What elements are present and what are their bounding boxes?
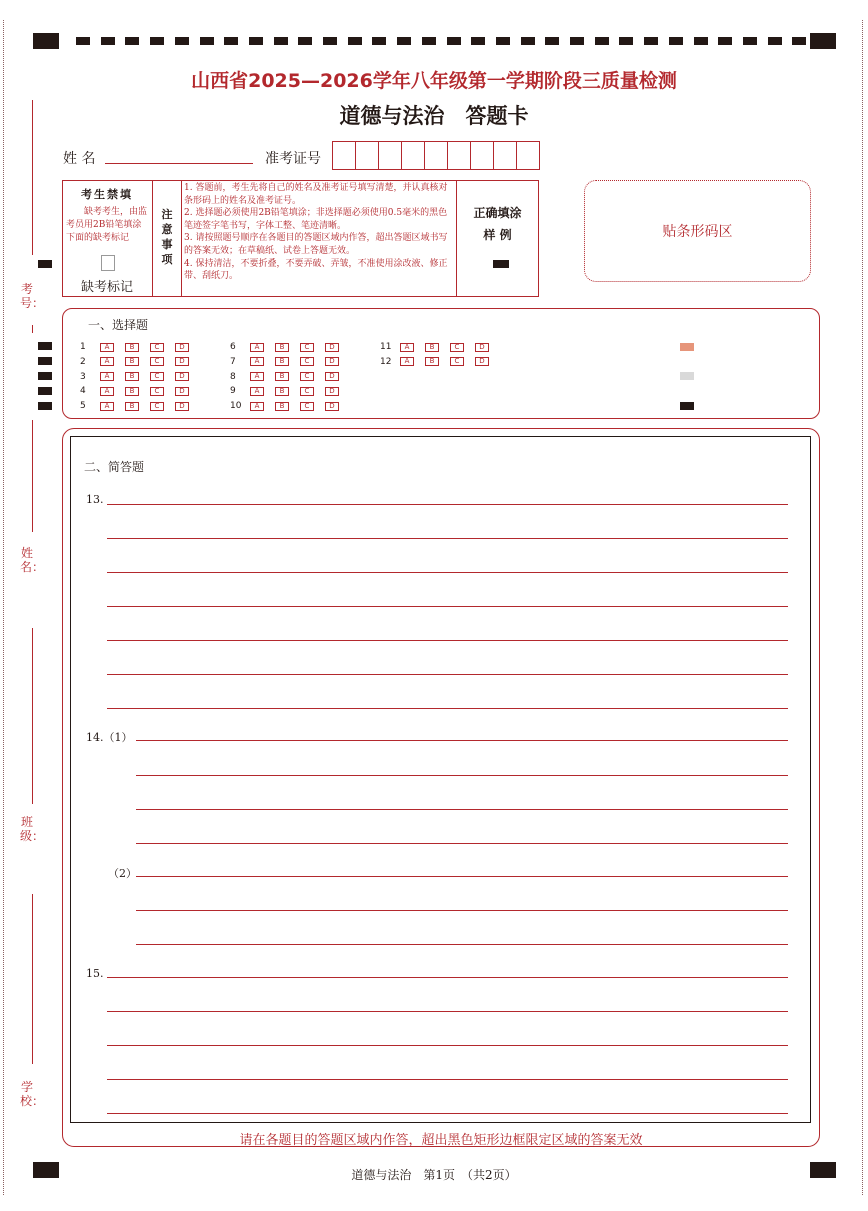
side-mark — [38, 372, 52, 380]
choice-question-9 — [230, 385, 350, 397]
option-bubble-a[interactable]: A — [250, 357, 264, 366]
choice-question-number: 12 — [380, 356, 392, 367]
answer-line[interactable] — [107, 606, 788, 607]
option-bubble-c[interactable]: C — [150, 357, 164, 366]
side-mark — [38, 402, 52, 410]
exam-id-boxes[interactable] — [332, 141, 540, 170]
choice-question-6 — [230, 341, 350, 353]
choice-question-10 — [230, 400, 350, 412]
question-13-label: 13. — [86, 493, 104, 506]
timing-mark — [447, 37, 461, 45]
option-bubble-a[interactable]: A — [250, 372, 264, 381]
choice-question-4 — [80, 385, 200, 397]
timing-mark — [669, 37, 683, 45]
option-bubble-b[interactable]: B — [275, 402, 289, 411]
option-bubble-d[interactable]: D — [175, 372, 189, 381]
sample-filled-mark — [493, 260, 509, 268]
choice-question-8 — [230, 371, 350, 383]
option-bubble-b[interactable]: B — [125, 387, 139, 396]
option-bubble-a[interactable]: A — [100, 343, 114, 352]
option-bubble-b[interactable]: B — [275, 387, 289, 396]
option-bubble-d[interactable]: D — [175, 343, 189, 352]
choice-question-11 — [380, 341, 500, 353]
answer-line[interactable] — [107, 708, 788, 709]
answer-line[interactable] — [136, 740, 788, 741]
option-bubble-a[interactable]: A — [100, 372, 114, 381]
answer-line[interactable] — [107, 1045, 788, 1046]
choice-question-number: 8 — [230, 371, 236, 382]
choice-question-number: 11 — [380, 342, 392, 352]
absent-box-title: 考生禁填 — [81, 188, 133, 201]
side-line — [32, 628, 33, 804]
notice-heading: 注意事项 — [161, 208, 173, 266]
timing-mark — [619, 37, 633, 45]
option-bubble-c[interactable]: C — [300, 402, 314, 411]
info-divider — [152, 180, 153, 297]
exam-id-digit-box[interactable] — [516, 141, 540, 170]
option-bubble-d[interactable]: D — [175, 357, 189, 366]
answer-line[interactable] — [107, 977, 788, 978]
name-field[interactable] — [105, 163, 253, 164]
footer-page: 道德与法治 第1页 （共2页） — [351, 1168, 517, 1182]
option-bubble-c[interactable]: C — [150, 402, 164, 411]
option-bubble-b[interactable]: B — [125, 343, 139, 352]
exam-id-digit-box[interactable] — [447, 141, 471, 170]
option-bubble-c[interactable]: C — [300, 343, 314, 352]
answer-line[interactable] — [136, 876, 788, 877]
question-15-label: 15. — [86, 967, 104, 980]
timing-mark — [224, 37, 238, 45]
option-bubble-d[interactable]: D — [325, 372, 339, 381]
side-line — [32, 100, 33, 255]
choice-question-12 — [380, 356, 500, 368]
absent-mark-label: 缺考标记 — [80, 280, 133, 295]
sample-mark-orange — [680, 343, 694, 351]
option-bubble-c[interactable]: C — [150, 387, 164, 396]
timing-mark — [274, 37, 288, 45]
timing-mark — [718, 37, 732, 45]
option-bubble-b[interactable]: B — [275, 372, 289, 381]
name-label: 姓 名 — [63, 151, 96, 167]
timing-mark — [249, 37, 263, 45]
top-timing-track — [76, 37, 796, 45]
timing-mark — [298, 37, 312, 45]
side-line — [32, 325, 33, 333]
notice-item-3: 3. 请按照题号顺序在各题目的答题区域内作答，超出答题区域书写的答案无效；在草稿纸、试卷上答题无效。 — [184, 233, 448, 256]
right-cut-line — [862, 20, 863, 1195]
answer-line[interactable] — [107, 640, 788, 641]
choice-question-7 — [230, 356, 350, 368]
corner-mark-top-left — [33, 33, 59, 49]
info-divider — [181, 180, 182, 297]
answer-line[interactable] — [107, 572, 788, 573]
option-bubble-d[interactable]: D — [175, 402, 189, 411]
timing-mark — [348, 37, 362, 45]
side-mark — [38, 357, 52, 365]
answer-frame — [70, 436, 811, 1123]
timing-mark — [175, 37, 189, 45]
answer-line[interactable] — [107, 504, 788, 505]
side-label-school: 学校： — [20, 1080, 45, 1108]
option-bubble-a[interactable]: A — [250, 387, 264, 396]
choice-question-number: 3 — [80, 371, 86, 382]
choice-question-number: 4 — [80, 386, 86, 397]
side-label-name: 姓名： — [20, 546, 45, 574]
question-14-2-label: （2） — [108, 867, 137, 880]
notice-item-2: 2. 选择题必须使用2B铅笔填涂；非选择题必须使用0.5毫米的黑色笔迹签字笔书写，字体工整、笔迹清晰。 — [184, 208, 448, 231]
answer-line[interactable] — [107, 1113, 788, 1114]
timing-mark — [471, 37, 485, 45]
sample-label-2: 样 例 — [483, 228, 512, 242]
option-bubble-d[interactable]: D — [475, 357, 489, 366]
exam-id-digit-box[interactable] — [401, 141, 425, 170]
option-bubble-d[interactable]: D — [325, 387, 339, 396]
question-14-1-label: 14.（1） — [86, 731, 133, 744]
sample-mark-gray — [680, 372, 694, 380]
timing-mark — [323, 37, 337, 45]
exam-id-digit-box[interactable] — [355, 141, 379, 170]
timing-mark — [200, 37, 214, 45]
timing-mark — [76, 37, 90, 45]
corner-mark-top-right — [810, 33, 836, 49]
timing-mark — [372, 37, 386, 45]
option-bubble-d[interactable]: D — [325, 402, 339, 411]
timing-mark — [150, 37, 164, 45]
timing-mark — [101, 37, 115, 45]
option-bubble-b[interactable]: B — [125, 402, 139, 411]
option-bubble-c[interactable]: C — [300, 387, 314, 396]
answer-line[interactable] — [136, 910, 788, 911]
side-line — [32, 894, 33, 1064]
timing-mark — [397, 37, 411, 45]
choice-question-number: 6 — [230, 342, 236, 352]
answer-line[interactable] — [136, 775, 788, 776]
side-mark — [38, 387, 52, 395]
barcode-label: 贴条形码区 — [662, 224, 733, 240]
section-choice-title: 一、选择题 — [88, 318, 149, 332]
option-bubble-b[interactable]: B — [125, 372, 139, 381]
timing-mark — [792, 37, 806, 45]
choice-question-number: 1 — [80, 342, 86, 352]
choice-question-5 — [80, 400, 200, 412]
exam-title: 山西省2025—2026学年八年级第一学期阶段三质量检测 — [191, 70, 677, 92]
side-label-class: 班级： — [20, 815, 45, 843]
side-line — [32, 420, 33, 532]
option-bubble-b[interactable]: B — [275, 357, 289, 366]
timing-mark — [496, 37, 510, 45]
side-label-kaohao: 考号： — [20, 282, 45, 310]
timing-mark — [125, 37, 139, 45]
choice-question-number: 2 — [80, 356, 86, 367]
answer-line[interactable] — [136, 944, 788, 945]
choice-question-number: 10 — [230, 401, 242, 412]
notice-item-1: 1. 答题前，考生先将自己的姓名及准考证号填写清楚，并认真核对条形码上的姓名及准考证号。 — [184, 183, 448, 206]
option-bubble-a[interactable]: A — [100, 357, 114, 366]
option-bubble-d[interactable]: D — [325, 343, 339, 352]
exam-id-digit-box[interactable] — [493, 141, 517, 170]
sample-mark-black — [680, 402, 694, 410]
exam-id-digit-box[interactable] — [378, 141, 402, 170]
option-bubble-b[interactable]: B — [275, 343, 289, 352]
timing-mark — [595, 37, 609, 45]
option-bubble-b[interactable]: B — [425, 343, 439, 352]
side-mark — [38, 342, 52, 350]
option-bubble-a[interactable]: A — [100, 387, 114, 396]
option-bubble-c[interactable]: C — [300, 357, 314, 366]
option-bubble-a[interactable]: A — [250, 343, 264, 352]
option-bubble-a[interactable]: A — [100, 402, 114, 411]
side-mark — [38, 260, 52, 268]
option-bubble-c[interactable]: C — [150, 343, 164, 352]
option-bubble-c[interactable]: C — [150, 372, 164, 381]
timing-mark — [545, 37, 559, 45]
subject-title: 道德与法治 答题卡 — [339, 104, 529, 128]
section-short-answer-title: 二、简答题 — [84, 460, 145, 474]
exam-id-digit-box[interactable] — [424, 141, 448, 170]
answer-line[interactable] — [107, 674, 788, 675]
answer-line[interactable] — [107, 1011, 788, 1012]
timing-mark — [644, 37, 658, 45]
option-bubble-d[interactable]: D — [175, 387, 189, 396]
timing-mark — [570, 37, 584, 45]
notice-list — [184, 182, 454, 283]
answer-line[interactable] — [136, 809, 788, 810]
absent-mark-checkbox[interactable] — [101, 255, 115, 271]
exam-id-label: 准考证号 — [265, 151, 321, 167]
sample-label-1: 正确填涂 — [473, 206, 522, 220]
absent-box-text: 缺考考生，由监考员用2B铅笔填涂下面的缺考标记 — [66, 207, 148, 243]
timing-mark — [694, 37, 708, 45]
choice-question-number: 7 — [230, 356, 236, 367]
left-cut-line — [3, 20, 4, 1195]
choice-question-3 — [80, 371, 200, 383]
exam-id-digit-box[interactable] — [470, 141, 494, 170]
choice-question-number: 5 — [80, 401, 86, 412]
option-bubble-b[interactable]: B — [425, 357, 439, 366]
timing-mark — [743, 37, 757, 45]
option-bubble-d[interactable]: D — [325, 357, 339, 366]
timing-mark — [422, 37, 436, 45]
timing-mark — [521, 37, 535, 45]
option-bubble-c[interactable]: C — [450, 357, 464, 366]
answer-line[interactable] — [107, 1079, 788, 1080]
choice-question-1 — [80, 341, 200, 353]
option-bubble-d[interactable]: D — [475, 343, 489, 352]
option-bubble-b[interactable]: B — [125, 357, 139, 366]
option-bubble-a[interactable]: A — [400, 357, 414, 366]
option-bubble-c[interactable]: C — [300, 372, 314, 381]
timing-mark — [768, 37, 782, 45]
option-bubble-a[interactable]: A — [400, 343, 414, 352]
choice-question-number: 9 — [230, 386, 236, 397]
answer-line[interactable] — [136, 843, 788, 844]
option-bubble-a[interactable]: A — [250, 402, 264, 411]
exam-id-digit-box[interactable] — [332, 141, 356, 170]
notice-item-4: 4. 保持清洁，不要折叠，不要弄破、弄皱，不准使用涂改液、修正带、刮纸刀。 — [184, 258, 448, 282]
choice-question-2 — [80, 356, 200, 368]
footer-warning: 请在各题目的答题区域内作答，超出黑色矩形边框限定区域的答案无效 — [239, 1133, 643, 1148]
option-bubble-c[interactable]: C — [450, 343, 464, 352]
answer-line[interactable] — [107, 538, 788, 539]
